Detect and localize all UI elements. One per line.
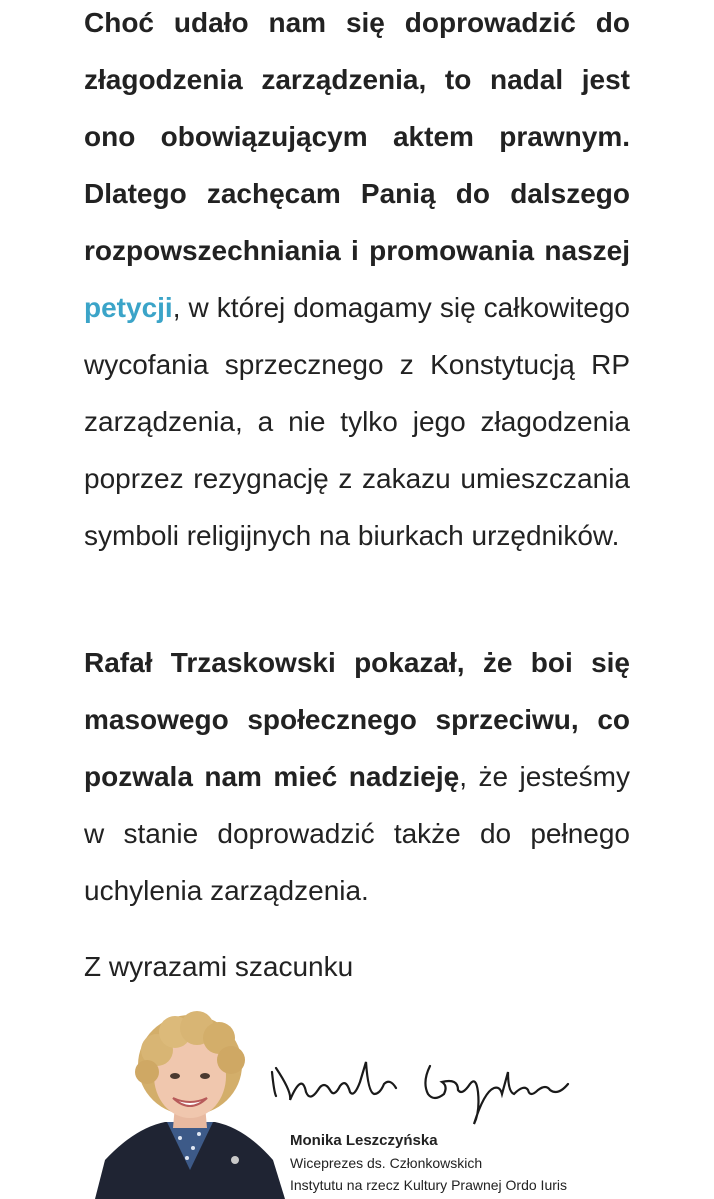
- portrait-photo: [95, 1010, 285, 1199]
- signature-footer: [0, 1010, 714, 1199]
- paragraph-trzaskowski-bold: Rafał Trzaskowski pokazał, że boi się masowego społecznego sprzeciwu, co pozwala nam mieć nadzieję: [84, 647, 630, 792]
- paragraph-petition-rest: , w której domagamy się całkowitego wycofania sprzecznego z Konstytucją RP zarządzenia, a nie tylko jego złagodzenia poprzez rezygnację z zakazu umieszczania symboli religijnych na biurkach urzędników.: [84, 292, 630, 551]
- paragraph-trzaskowski: [84, 634, 630, 919]
- signatory-block: [290, 1130, 710, 1196]
- handwritten-signature: [262, 1032, 582, 1132]
- petition-link[interactable]: petycji: [84, 292, 173, 323]
- closing-phrase: Z wyrazami szacunku: [84, 951, 354, 982]
- paragraph-petition-bold: Choć udało nam się doprowadzić do złagodzenia zarządzenia, to nadal jest ono obowiązującym aktem prawnym. Dlatego zachęcam Panią do dalszego rozpowszechniania i promowania naszej: [84, 7, 630, 266]
- signatory-role-line1: Wiceprezes ds. Członkowskich: [290, 1155, 483, 1171]
- paragraph-trzaskowski-rest: , że jesteśmy w stanie doprowadzić także do pełnego uchylenia zarządzenia.: [84, 761, 630, 906]
- signatory-role-line2: Instytutu na rzecz Kultury Prawnej Ordo Iuris: [290, 1177, 567, 1193]
- paragraph-petition: [84, 0, 630, 564]
- signatory-name: Monika Leszczyńska: [290, 1132, 438, 1149]
